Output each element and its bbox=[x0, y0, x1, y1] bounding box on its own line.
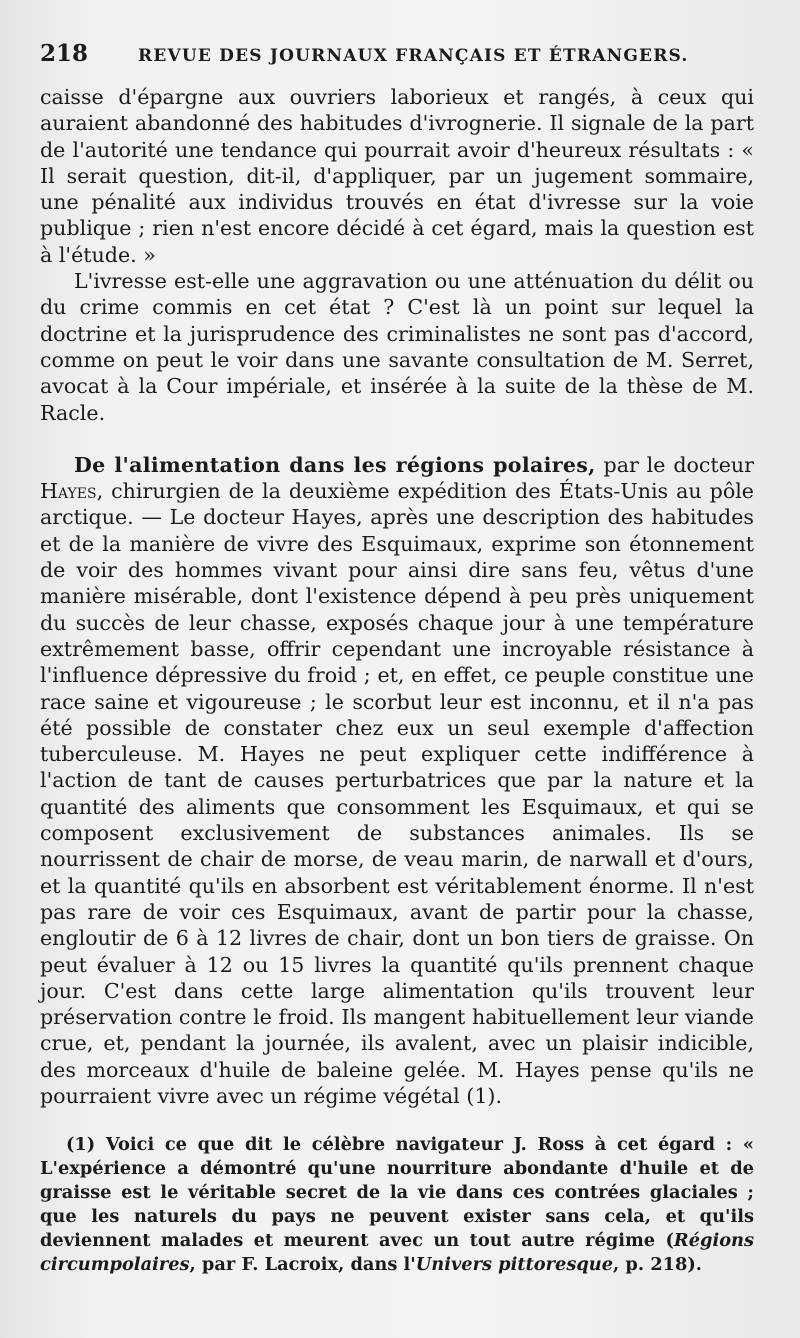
paragraph-ivresse-doctrine: L'ivresse est-elle une aggravation ou une atténuation du délit ou du crime commis en cet état ? C'est là un point sur lequel la doctrine et la jurisprudence des criminalistes ne sont pas d'accord, comme on peut le voir dans une savante consultation de M. Serret, avocat à la Cour impériale, et insérée à la suite de la thèse de M. Racle. bbox=[40, 269, 754, 425]
section-spacer bbox=[40, 426, 754, 452]
paragraph-ivresse-continuation: caisse d'épargne aux ouvriers laborieux et rangés, à ceux qui auraient abandonné des habitudes d'ivrognerie. Il signale de la part de l'autorité une tendance qui pourrait avoir d'heureux résultats : « Il serait question, dit-il, d'appliquer, par un jugement sommaire, une pénalité aux individus trouvés en état d'ivresse sur la voie publique ; rien n'est encore décidé à cet égard, mais la question est à l'étude. » bbox=[40, 85, 754, 267]
text-run: par le docteur bbox=[595, 452, 754, 477]
journal-title: REVUE DES JOURNAUX FRANÇAIS ET ÉTRANGERS. bbox=[138, 46, 689, 66]
footnote-run: , par F. Lacroix, dans l' bbox=[189, 1253, 416, 1275]
footnote-text bbox=[40, 1133, 754, 1276]
footnote bbox=[40, 1133, 754, 1276]
section-title: De l'alimentation dans les régions polaires, bbox=[74, 452, 596, 477]
author-name: Hayes bbox=[40, 479, 97, 504]
page-number: 218 bbox=[40, 40, 89, 67]
paragraph-alimentation-polaire bbox=[40, 452, 754, 1109]
main-text bbox=[40, 84, 754, 1109]
footnote-run: , p. 218). bbox=[613, 1253, 702, 1275]
footnote-title-regions: Régions circumpolaires bbox=[40, 1229, 754, 1275]
running-head bbox=[40, 40, 754, 84]
text-run: , chirurgien de la deuxième expédition des États-Unis au pôle arctique. — Le docteur Hayes, après une description des habitudes et de la manière de vivre des Esquimaux, exprime son étonnement de voir des hommes vivant pour ainsi dire sans feu, vêtus d'une manière misérable, dont l'existence dépend à peu près uniquement du succès de leur chasse, exposés chaque jour à une température extrêmement basse, offrir cependant une incroyable résistance à l'influence dépressive du froid ; et, en effet, ce peuple constitue une race saine et vigoureuse ; le scorbut leur est inconnu, et il n'a pas été possible de constater chez eux un seul exemple d'affection tuberculeuse. M. Hayes ne peut expliquer cette indifférence à l'action de tant de causes perturbatrices que par la nature et la quantité des aliments que consomment les Esquimaux, et qui se composent exclusivement de substances animales. Ils se nourrissent de chair de morse, de veau marin, de narwall et d'ours, et la quantité qu'ils en absorbent est véritablement énorme. Il n'est pas rare de voir ces Esquimaux, avant de partir pour la chasse, engloutir de 6 à 12 livres de chair, dont un bon tiers de graisse. On peut évaluer à 12 ou 15 livres la quantité qu'ils prennent chaque jour. C'est dans cette large alimentation qu'ils trouvent leur préservation contre le froid. Ils mangent habituellement leur viande crue, et, pendant la journée, ils avalent, avec un plaisir indicible, des morceaux d'huile de baleine gelée. M. Hayes pense qu'ils ne pourraient vivre avec un régime végétal (1). bbox=[40, 479, 754, 1108]
footnote-title-univers: Univers pittoresque bbox=[415, 1253, 614, 1275]
footnote-run: (1) Voici ce que dit le célèbre navigateur J. Ross à cet égard : « L'expérience a démontré qu'une nourriture abondante d'huile et de graisse est le véritable secret de la vie dans ces contrées glaciales ; que les naturels du pays ne peuvent exister sans cela, et qu'ils deviennent malades et meurent avec un tout autre régime ( bbox=[40, 1134, 754, 1251]
